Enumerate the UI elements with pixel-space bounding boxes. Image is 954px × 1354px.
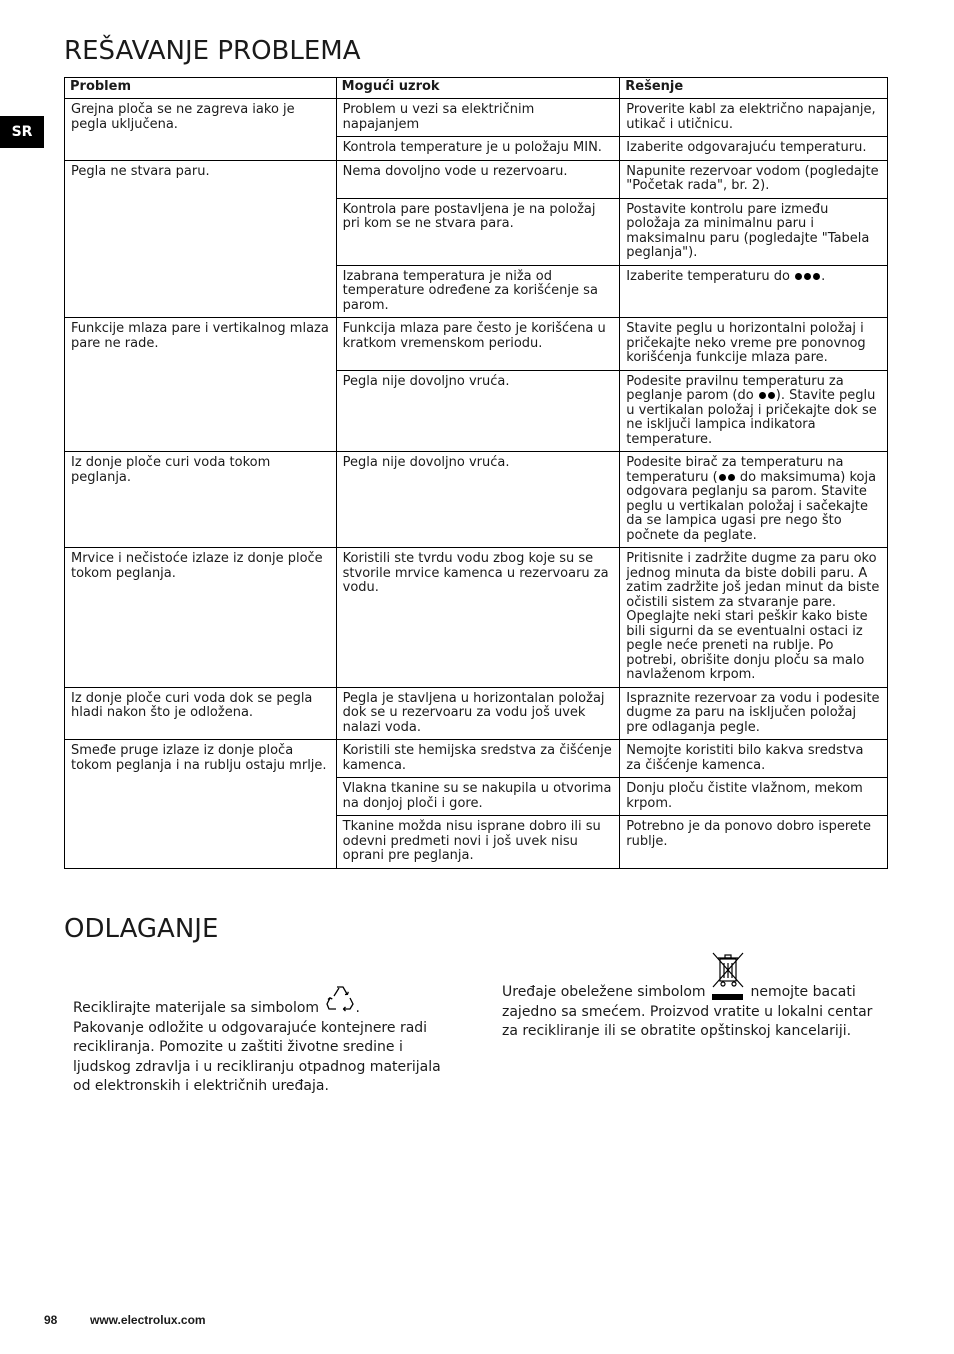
cause-cell: Pegla je stavljena u horizontalan položaj dok se u rezervoaru za vodu još uvek nalazi voda.	[336, 687, 620, 740]
weee-lead-text: Uređaje obeležene simbolom	[502, 984, 706, 1000]
solution-cell: Izaberite odgovarajuću temperaturu.	[620, 137, 888, 161]
recycle-lead-text: Reciklirajte materijale sa simbolom	[73, 1000, 320, 1016]
page-title: REŠAVANJE PROBLEMA	[64, 36, 361, 66]
temperature-dots-icon	[758, 388, 776, 403]
temperature-dot	[768, 392, 775, 399]
section-title-disposal: ODLAGANJE	[64, 914, 219, 944]
solution-cell: Postavite kontrolu pare između položaja za minimalnu paru i maksimalnu paru (pogledajte "Tabela peglanja").	[620, 198, 888, 265]
solution-cell: Ispraznite rezervoar za vodu i podesite dugme za paru na isključen položaj pre odlaganja pegle.	[620, 687, 888, 740]
header-solution: Rešenje	[620, 78, 888, 99]
solution-cell: Napunite rezervoar vodom (pogledajte "Početak rada", br. 2).	[620, 160, 888, 198]
solution-text: Podesite birač za temperaturu na temperaturu (	[626, 455, 844, 485]
solution-cell: Nemojte koristiti bilo kakva sredstva za čišćenje kamenca.	[620, 740, 888, 778]
header-problem: Problem	[65, 78, 337, 99]
table-row	[65, 452, 888, 548]
troubleshooting-table	[64, 77, 888, 869]
solution-cell: Pritisnite i zadržite dugme za paru oko jednog minuta da biste dobili paru. A zatim zadržite još jedan minut da biste očistili sistem za stvaranje pare. Opeglajte neki stari peškir kako biste bili sigurni da se eventualni ostaci iz pegle neće preneti na rublje. Po potrebi, obrišite donju ploču sa malo navlaženom krpom.	[620, 548, 888, 688]
table-header-row	[65, 78, 888, 99]
solution-text: do maksimuma) koja odgovara peglanju sa parom. Stavite peglu u vertikalan položaj i sačekajte da se lampica ugasi pre nego što počnete da peglate.	[626, 469, 877, 543]
cause-cell: Kontrola temperature je u položaju MIN.	[336, 137, 620, 161]
solution-cell	[620, 265, 888, 318]
temperature-dot	[759, 392, 766, 399]
problem-cell: Smeđe pruge izlaze iz donje ploča tokom peglanja i na rublju ostaju mrlje.	[65, 740, 337, 869]
problem-cell: Pegla ne stvara paru.	[65, 160, 337, 318]
problem-cell: Funkcije mlaza pare i vertikalnog mlaza pare ne rade.	[65, 318, 337, 452]
cause-cell: Koristili ste tvrdu vodu zbog koje su se stvorile mrvice kamenca u rezervoaru za vodu.	[336, 548, 620, 688]
table-row	[65, 99, 888, 137]
table-row	[65, 318, 888, 371]
crossed-bin-icon	[710, 989, 746, 1003]
page-number: 98	[44, 1313, 58, 1327]
cause-cell: Pegla nije dovoljno vruća.	[336, 452, 620, 548]
cause-cell: Nema dovoljno vode u rezervoaru.	[336, 160, 620, 198]
website-link[interactable]: www.electrolux.com	[90, 1313, 206, 1327]
recycle-lead-end: .	[355, 1000, 360, 1016]
solution-text: Podesite pravilnu temperaturu za peglanje parom (do	[626, 373, 844, 403]
solution-cell: Potrebno je da ponovo dobro isperete rublje.	[620, 816, 888, 869]
table-row	[65, 740, 888, 778]
solution-cell: Stavite peglu u horizontalni položaj i pričekajte neko vreme pre ponovnog korišćenja funkcije mlaza pare.	[620, 318, 888, 371]
solution-cell	[620, 452, 888, 548]
temperature-dot	[804, 273, 811, 280]
language-tab: SR	[0, 116, 44, 148]
table-body	[65, 99, 888, 869]
solution-cell: Proverite kabl za električno napajanje, utikač i utičnicu.	[620, 99, 888, 137]
cause-cell: Vlakna tkanine su se nakupila u otvorima na donjoj ploči i gore.	[336, 778, 620, 816]
table-row	[65, 160, 888, 198]
weee-paragraph	[502, 983, 882, 1042]
solution-cell: Donju ploču čistite vlažnom, mekom krpom.	[620, 778, 888, 816]
cause-cell: Koristili ste hemijska sredstva za čišćenje kamenca.	[336, 740, 620, 778]
problem-cell: Iz donje ploče curi voda dok se pegla hladi nakon što je odložena.	[65, 687, 337, 740]
problem-cell: Iz donje ploče curi voda tokom peglanja.	[65, 452, 337, 548]
recycle-paragraph	[73, 982, 453, 1097]
recycle-body-text: Pakovanje odložite u odgovarajuće kontejnere radi recikliranja. Pomozite u zaštiti životne sredine i ljudskog zdravlja i u recikliranju otpadnog materijala od elektronskih i električnih uređaja.	[73, 1019, 441, 1094]
table-row	[65, 548, 888, 688]
cause-cell: Tkanine možda nisu isprane dobro ili su odevni predmeti novi i još uvek nisu oprani pre peglanja.	[336, 816, 620, 869]
temperature-dot	[719, 474, 726, 481]
problem-cell: Mrvice i nečistoće izlaze iz donje ploče tokom peglanja.	[65, 548, 337, 688]
header-cause: Mogući uzrok	[336, 78, 620, 99]
weee-body-text: nemojte bacati zajedno sa smećem. Proizvod vratite u lokalni centar za recikliranje ili se obratite opštinskoj kancelariji.	[502, 984, 873, 1039]
problem-cell: Grejna ploča se ne zagreva iako je pegla uključena.	[65, 99, 337, 161]
temperature-dots-icon	[718, 470, 736, 485]
recycle-icon	[324, 982, 356, 1019]
solution-cell	[620, 370, 888, 452]
cause-cell: Problem u vezi sa električnim napajanjem	[336, 99, 620, 137]
solution-text: ). Stavite peglu u vertikalan položaj i pričekajte dok se ne isključi lampica indikatora temperature.	[626, 388, 877, 447]
solution-text: .	[821, 268, 826, 284]
temperature-dot	[813, 273, 820, 280]
temperature-dot	[795, 273, 802, 280]
temperature-dot	[728, 474, 735, 481]
cause-cell: Funkcija mlaza pare često je korišćena u kratkom vremenskom periodu.	[336, 318, 620, 371]
solution-text: Izaberite temperaturu do	[626, 268, 795, 284]
cause-cell: Kontrola pare postavljena je na položaj pri kom se ne stvara para.	[336, 198, 620, 265]
temperature-dots-icon	[794, 269, 821, 284]
cause-cell: Izabrana temperatura je niža od temperature određene za korišćenje sa parom.	[336, 265, 620, 318]
cause-cell: Pegla nije dovoljno vruća.	[336, 370, 620, 452]
table-row	[65, 687, 888, 740]
